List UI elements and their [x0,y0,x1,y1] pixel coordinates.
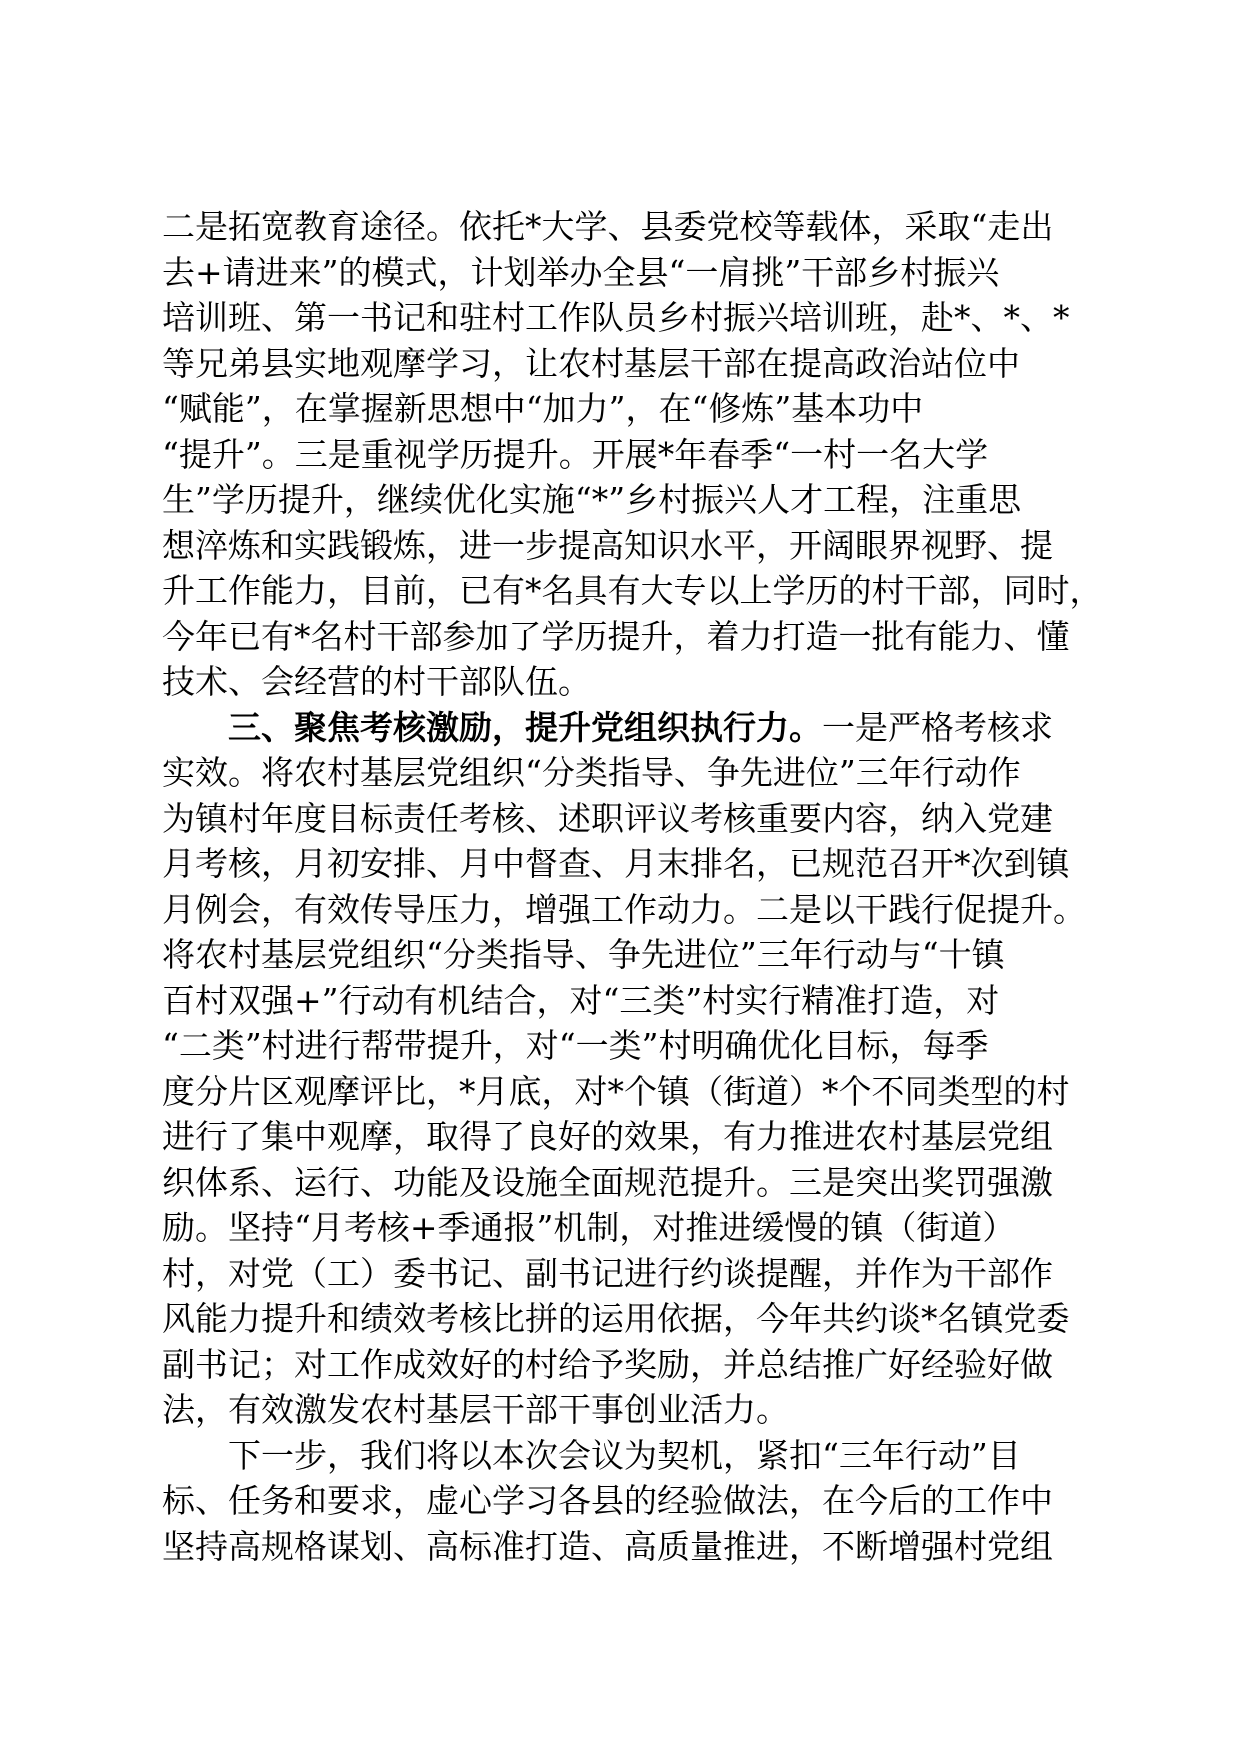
text-line [162,204,1082,250]
text-line [162,1342,1082,1388]
text-line [162,1387,1082,1433]
line-text: 为镇村年度目标责任考核、述职评议考核重要内容，纳入党建 [162,798,1053,838]
line-text: 等兄弟县实地观摩学习，让农村基层干部在提高政治站位中 [162,343,1020,383]
text-line [162,568,1103,614]
text-line [162,341,1082,387]
line-text: 风能力提升和绩效考核比拼的运用依据，今年共约谈*名镇党委 [162,1299,1070,1338]
text-line [162,523,1082,569]
line-text: 去+请进来”的模式，计划举办全县“一肩挑”干部乡村振兴 [162,252,1000,292]
line-text: 一是严格考核求 [822,707,1053,747]
line-text: 下一步，我们将以本次会议为契机，紧扣“三年行动”目 [228,1435,1021,1475]
line-text: 副书记；对工作成效好的村给予奖励，并总结推广好经验好做 [162,1344,1053,1384]
line-text: 励。坚持“月考核+季通报”机制，对推进缓慢的镇（街道） [162,1208,1016,1247]
text-line [162,1069,1082,1115]
document-body [162,204,1103,1569]
text-line [162,250,1082,296]
line-text: “赋能”，在掌握新思想中“加力”，在“修炼”基本功中 [162,389,924,428]
line-text: 生”学历提升，继续优化实施“*”乡村振兴人才工程，注重思 [162,480,1022,519]
line-text: 度分片区观摩评比，*月底，对*个镇（街道）*个不同类型的村 [162,1071,1070,1111]
text-line [162,1160,1082,1206]
line-text: 法，有效激发农村基层干部干事创业活力。 [162,1390,789,1429]
text-line [162,796,1082,842]
line-text: 二是拓宽教育途径。依托*大学、县委党校等载体，采取“走出 [162,207,1054,246]
line-text: 月例会，有效传导压力，增强工作动力。二是以干践行促提升。 [162,889,1086,929]
line-text: “提升”。三是重视学历提升。开展*年春季“一村一名大学 [162,434,989,474]
text-line [162,659,1082,705]
line-text: 升工作能力，目前，已有*名具有大专以上学历的村干部，同时， [162,571,1103,610]
text-line [162,841,1082,887]
text-line [162,477,1082,523]
text-line [162,1433,1082,1479]
text-line [162,1251,1082,1297]
line-text: 将农村基层党组织“分类指导、争先进位”三年行动与“十镇 [162,935,1005,974]
line-text: 月考核，月初安排、月中督查、月末排名，已规范召开*次到镇 [162,844,1070,883]
line-text: 织体系、运行、功能及设施全面规范提升。三是突出奖罚强激 [162,1162,1053,1202]
text-line [162,1205,1082,1251]
text-line [162,1114,1082,1160]
text-line [162,1478,1082,1524]
text-line [162,1023,1082,1069]
line-text: 培训班、第一书记和驻村工作队员乡村振兴培训班，赴*、*、* [162,298,1070,337]
text-line [162,432,1082,478]
text-line [162,1524,1082,1570]
line-text: 想淬炼和实践锻炼，进一步提高知识水平，开阔眼界视野、提 [162,525,1053,565]
line-text: 村，对党（工）委书记、副书记进行约谈提醒，并作为干部作 [162,1253,1053,1293]
line-text: 今年已有*名村干部参加了学历提升，着力打造一批有能力、懂 [162,616,1070,656]
line-text: 坚持高规格谋划、高标准打造、高质量推进，不断增强村党组 [162,1526,1053,1566]
text-line [162,978,1082,1024]
text-line [162,614,1082,660]
text-line [162,705,1082,751]
text-line [162,1296,1082,1342]
text-line [162,887,1086,933]
text-line [162,295,1082,341]
section-heading: 三、聚焦考核激励，提升党组织执行力。 [228,707,822,747]
text-line [162,750,1082,796]
line-text: 标、任务和要求，虚心学习各县的经验做法，在今后的工作中 [162,1481,1053,1520]
line-text: 百村双强+”行动有机结合，对“三类”村实行精准打造，对 [162,980,1000,1020]
line-text: “二类”村进行帮带提升，对“一类”村明确优化目标，每季 [162,1026,989,1065]
line-text: 实效。将农村基层党组织“分类指导、争先进位”三年行动作 [162,753,1021,792]
line-text: 进行了集中观摩，取得了良好的效果，有力推进农村基层党组 [162,1117,1053,1156]
text-line [162,386,1082,432]
text-line [162,932,1082,978]
line-text: 技术、会经营的村干部队伍。 [162,662,591,701]
